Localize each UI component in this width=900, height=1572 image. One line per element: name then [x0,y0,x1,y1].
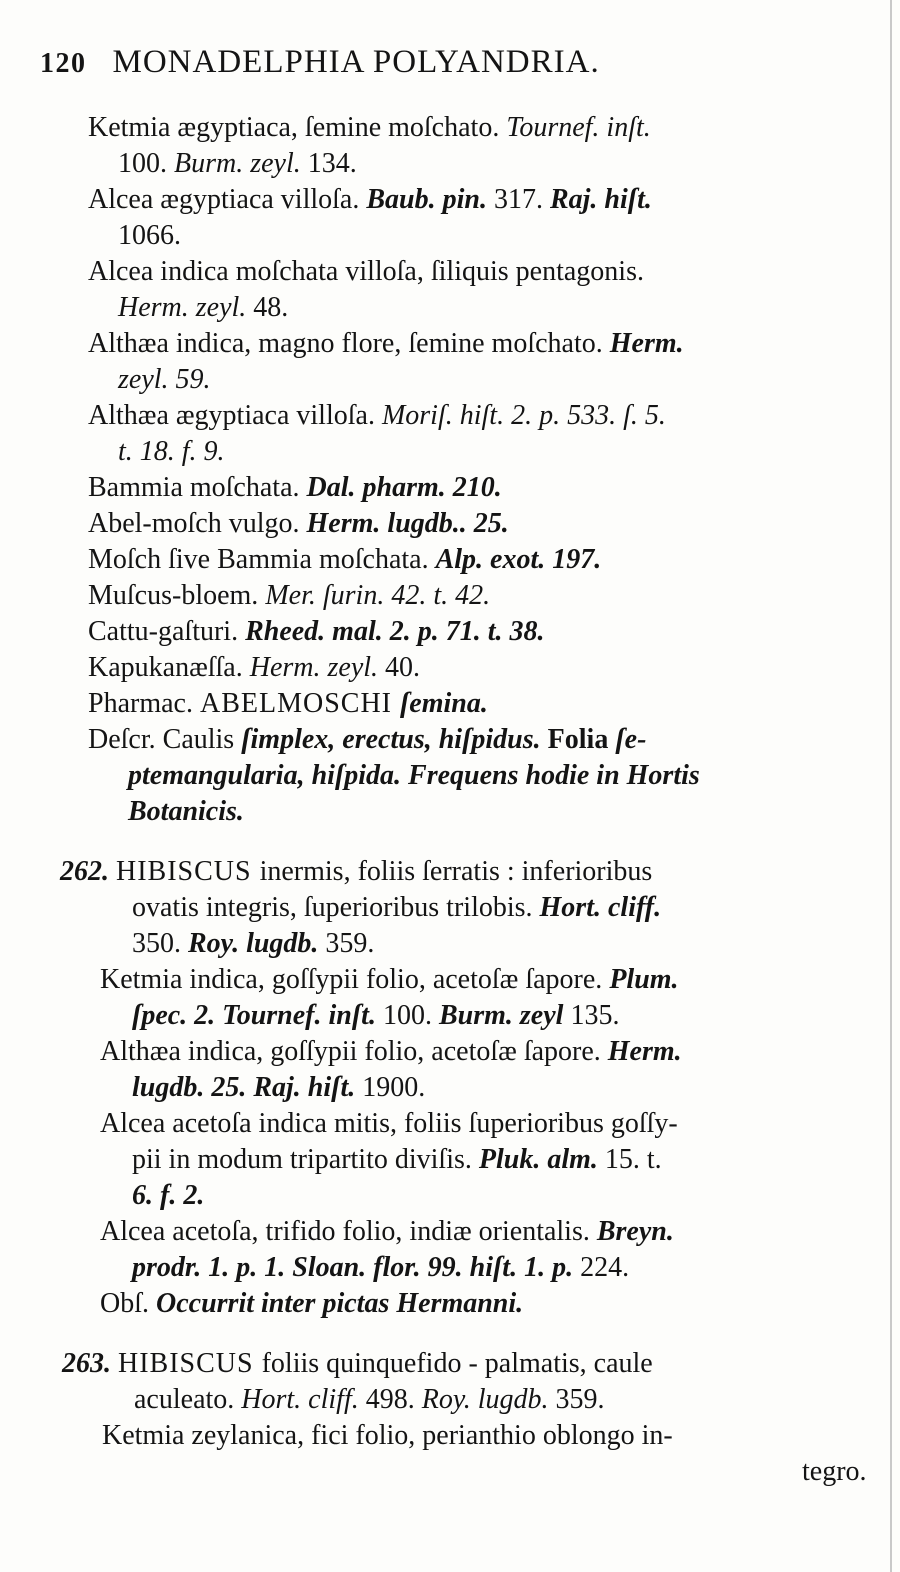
text-line: Althæa indica, magno flore, ſemine moſchato. Herm. [88,328,684,359]
description-line: Botanicis. [128,796,244,827]
text-line: Herm. zeyl. 48. [118,292,289,323]
species-heading-263: 263. HIBISCUS foliis quinquefido - palmatis, caule [62,1348,653,1379]
text-line: Muſcus-bloem. Mer. ſurin. 42. t. 42. [88,580,491,611]
text-line: 100. Burm. zeyl. 134. [118,148,357,179]
text-line: Ketmia indica, goſſypii folio, acetoſæ ſapore. Plum. [100,964,679,995]
text-line: 1066. [118,220,181,251]
text-line: Pharmac. ABELMOSCHI ſemina. [88,688,488,719]
page-edge-divider [890,0,892,1572]
text-line: zeyl. 59. [118,364,211,395]
species-heading-262: 262. HIBISCUS inermis, foliis ſerratis : inferioribus [60,856,653,887]
text-line: Alcea acetoſa indica mitis, foliis ſuperioribus goſſy- [100,1108,678,1139]
text-line: aculeato. Hort. cliff. 498. Roy. lugdb. 359. [134,1384,605,1415]
text-line: ovatis integris, ſuperioribus trilobis. Hort. cliff. [132,892,662,923]
text-line: 350. Roy. lugdb. 359. [132,928,375,959]
text-line: Ketmia zeylanica, fici folio, perianthio oblongo in- [102,1420,673,1451]
text-line: 6. f. 2. [132,1180,205,1211]
text-line: lugdb. 25. Raj. hiſt. 1900. [132,1072,426,1103]
text-line: Althæa ægyptiaca villoſa. Moriſ. hiſt. 2. p. 533. ſ. 5. [88,400,666,431]
text-line: t. 18. f. 9. [118,436,225,467]
text-line: pii in modum tripartito diviſis. Pluk. alm. 15. t. [132,1144,662,1175]
text-line: prodr. 1. p. 1. Sloan. flor. 99. hiſt. 1. p. 224. [132,1252,630,1283]
text-line: Althæa indica, goſſypii folio, acetoſæ ſapore. Herm. [100,1036,682,1067]
text-line: Bammia moſchata. Dal. pharm. 210. [88,472,502,503]
observation-line: Obſ. Occurrit inter pictas Hermanni. [100,1288,524,1319]
text-line: ſpec. 2. Tournef. inſt. 100. Burm. zeyl 135. [132,1000,620,1031]
text-line: Alcea ægyptiaca villoſa. Baub. pin. 317. Raj. hiſt. [88,184,652,215]
text-line: Alcea indica moſchata villoſa, ſiliquis pentagonis. [88,256,644,287]
text-line: Abel-moſch vulgo. Herm. lugdb.. 25. [88,508,509,539]
text-line: Ketmia ægyptiaca, ſemine moſchato. Tournef. inſt. [88,112,651,143]
page-title: MONADELPHIA POLYANDRIA. [112,44,600,80]
text-line: tegro. [802,1456,867,1487]
text-line: Moſch ſive Bammia moſchata. Alp. exot. 197. [88,544,602,575]
text-line: Cattu-gaſturi. Rheed. mal. 2. p. 71. t. 38. [88,616,545,647]
page-number: 120 [40,48,87,79]
description-line: Deſcr. Caulis ſimplex, erectus, hiſpidus. Folia ſe- [88,724,647,755]
text-line: Kapukanæſſa. Herm. zeyl. 40. [88,652,421,683]
description-line: ptemangularia, hiſpida. Frequens hodie in Hortis [128,760,700,791]
text-line: Alcea acetoſa, trifido folio, indiæ orientalis. Breyn. [100,1216,674,1247]
page-header [40,44,600,81]
